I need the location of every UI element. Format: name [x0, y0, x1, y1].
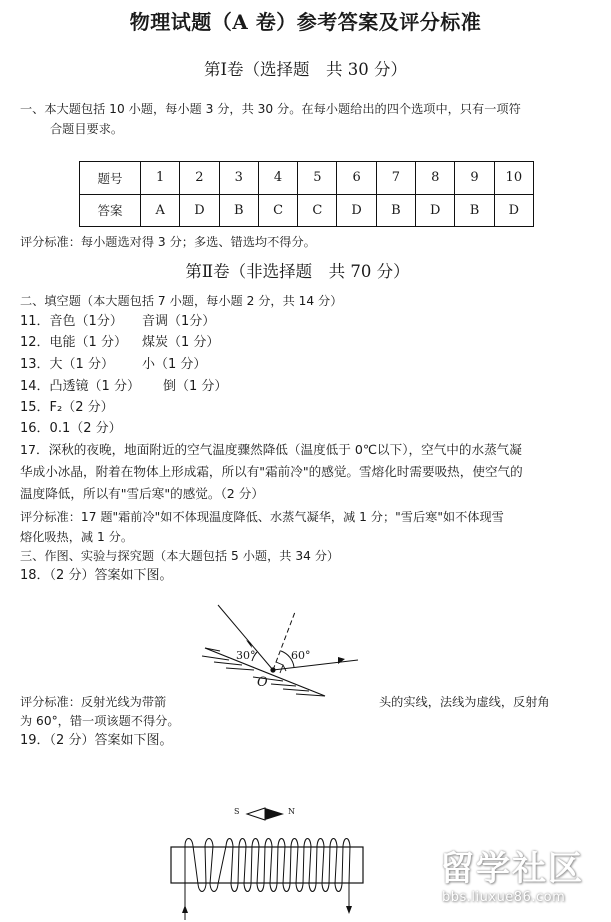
answer-num: 12．	[20, 335, 50, 350]
part1-heading: 第Ⅰ卷（选择题 共 30 分）	[203, 60, 407, 79]
answer-a: 大（1 分）	[49, 357, 114, 372]
table-cell: C	[258, 194, 297, 227]
part1-instruction-line2: 合题目要求。	[50, 122, 124, 136]
answer-a: 电能（1 分）	[49, 335, 127, 350]
answer-num: 14．	[20, 379, 50, 394]
incident-angle-label: 30°	[236, 649, 256, 662]
solenoid-core	[171, 847, 363, 883]
q17-scoring-line2: 熔化吸热，减 1 分。	[20, 530, 134, 544]
compass-south-label: S	[234, 807, 240, 816]
answer-num: 16．	[20, 421, 50, 436]
table-cell: B	[219, 194, 258, 227]
question-19: 19．（2 分）答案如下图。	[20, 733, 173, 748]
answer-17-line3: 温度降低，所以有"雪后寒"的感觉。（2 分）	[20, 486, 264, 501]
table-cell: 9	[455, 162, 494, 195]
section2-heading: 二、填空题（本大题包括 7 小题，每小题 2 分，共 14 分）	[20, 294, 343, 308]
section3-heading: 三、作图、实验与探究题（本大题包括 5 小题，共 34 分）	[20, 549, 340, 563]
answer-13-b: 小（1 分）	[142, 357, 207, 372]
table-cell: B	[376, 194, 415, 227]
q17-scoring-line1: 评分标准：17 题"霜前冷"如不体现温度降低、水蒸气凝华，减 1 分；"雪后寒"如不体现雪	[20, 510, 504, 524]
answer-num: 15．	[20, 400, 50, 415]
part1-instruction-line1: 一、本大题包括 10 小题，每小题 3 分，共 30 分。在每小题给出的四个选项中，只有一项符	[20, 102, 521, 116]
answer-11-b: 音调（1分）	[142, 314, 216, 329]
answer-14-b: 倒（1 分）	[163, 379, 228, 394]
question-18: 18．（2 分）答案如下图。	[20, 568, 173, 583]
table-cell: C	[298, 194, 337, 227]
row-header: 答案	[80, 194, 141, 227]
answer-num: 11．	[20, 314, 50, 329]
table-cell: 3	[219, 162, 258, 195]
table-cell: D	[416, 194, 455, 227]
point-o-label: O	[257, 675, 268, 690]
reflection-angle-label: 60°	[291, 649, 311, 662]
table-cell: 6	[337, 162, 376, 195]
compass-north-label: N	[288, 807, 295, 816]
answer-17-line2: 华成小冰晶，附着在物体上形成霜，所以有"霜前冷"的感觉。雪熔化时需要吸热，使空气的	[20, 464, 523, 479]
answer-12-b: 煤炭（1 分）	[142, 335, 220, 350]
table-cell: D	[180, 194, 219, 227]
table-cell: 4	[258, 162, 297, 195]
table-cell: D	[494, 194, 533, 227]
watermark-text: 留学社区	[440, 849, 584, 889]
answer-17-line1: 17．深秋的夜晚，地面附近的空气温度骤然降低（温度低于 0℃以下），空气中的水蒸气凝	[20, 442, 522, 457]
answer-a: 0.1（2 分）	[49, 421, 122, 436]
compass-south-half-icon	[247, 808, 265, 820]
answer-num: 13．	[20, 357, 50, 372]
table-cell: 1	[141, 162, 180, 195]
table-cell: A	[141, 194, 180, 227]
table-cell: 7	[376, 162, 415, 195]
answer-a: 音色（1分）	[49, 314, 123, 329]
row-header: 题号	[80, 162, 141, 195]
table-cell: 10	[494, 162, 533, 195]
q18-scoring-right: 头的实线，法线为虚线，反射角	[379, 695, 550, 709]
current-out-arrow-icon	[346, 906, 352, 914]
watermark	[440, 848, 605, 918]
q18-scoring-line2: 为 60°，错一项该题不得分。	[20, 714, 180, 728]
part2-heading: 第Ⅱ卷（非选择题 共 70 分）	[185, 262, 410, 281]
answer-a: 凸透镜（1 分）	[49, 379, 140, 394]
table-cell: 8	[416, 162, 455, 195]
answer-a: F₂（2 分）	[49, 400, 114, 415]
table-cell: B	[455, 194, 494, 227]
part1-scoring: 评分标准：每小题选对得 3 分；多选、错选均不得分。	[20, 235, 316, 249]
table-cell: 5	[298, 162, 337, 195]
current-in-arrow-icon	[182, 905, 188, 913]
table-cell: D	[337, 194, 376, 227]
table-cell: 2	[180, 162, 219, 195]
watermark-url: bbs.liuxue86.com	[442, 890, 566, 905]
document-title: 物理试题（A 卷）参考答案及评分标准	[129, 10, 482, 34]
compass-north-half-icon	[265, 808, 284, 820]
q18-scoring-left: 评分标准：反射光线为带箭	[20, 695, 167, 709]
